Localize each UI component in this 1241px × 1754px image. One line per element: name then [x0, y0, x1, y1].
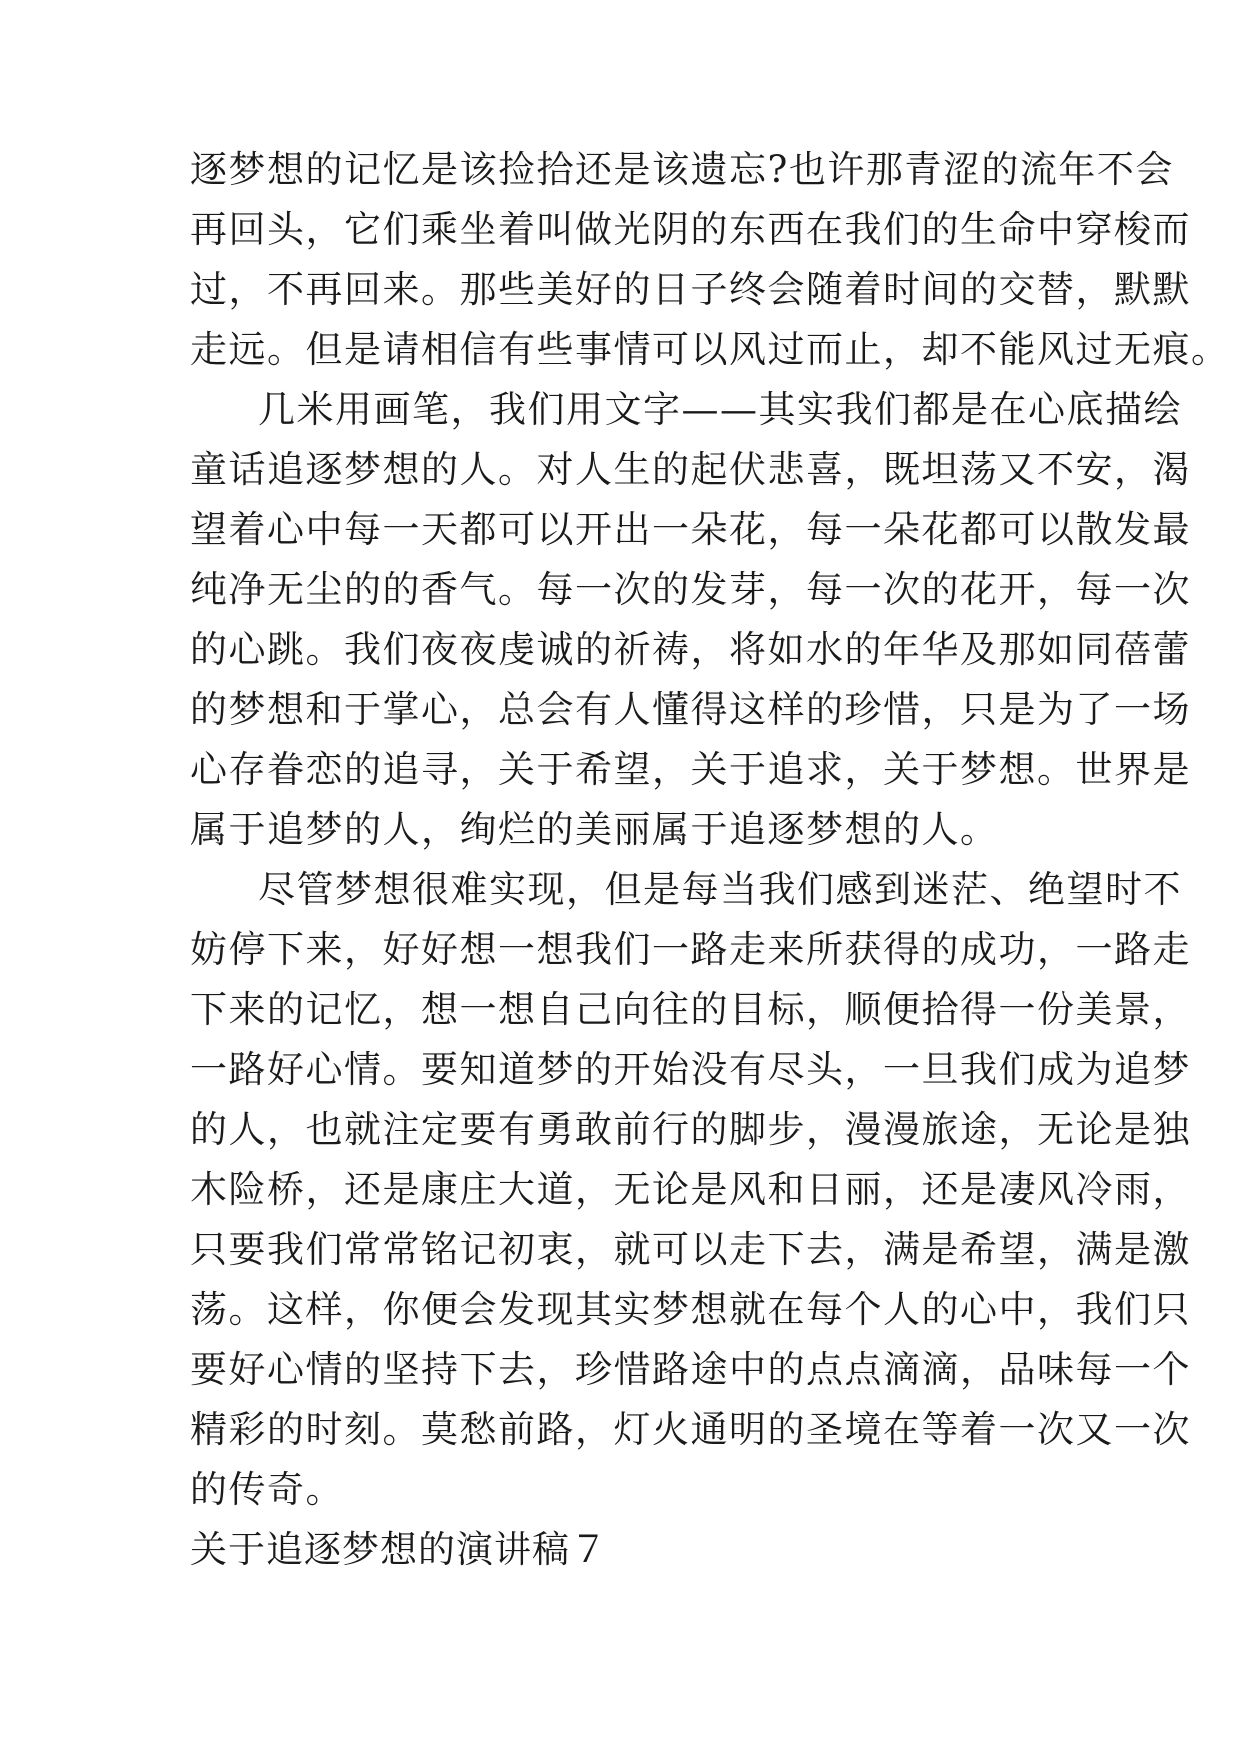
- paragraph-line: 要好心情的坚持下去，珍惜路途中的点点滴滴，品味每一个: [190, 1348, 1191, 1391]
- paragraph-line: 妨停下来，好好想一想我们一路走来所获得的成功，一路走: [190, 928, 1191, 971]
- paragraph-line: 的人，也就注定要有勇敢前行的脚步，漫漫旅途，无论是独: [190, 1108, 1191, 1151]
- paragraph-line: 只要我们常常铭记初衷，就可以走下去，满是希望，满是激: [190, 1228, 1191, 1271]
- paragraph-line: 纯净无尘的的香气。每一次的发芽，每一次的花开，每一次: [190, 568, 1191, 611]
- paragraph-first-line: 尽管梦想很难实现，但是每当我们感到迷茫、绝望时不: [258, 868, 1182, 911]
- paragraph-line: 望着心中每一天都可以开出一朵花，每一朵花都可以散发最: [190, 508, 1191, 551]
- paragraph-line: 过，不再回来。那些美好的日子终会随着时间的交替，默默: [190, 268, 1191, 311]
- paragraph-line: 再回头，它们乘坐着叫做光阴的东西在我们的生命中穿梭而: [190, 208, 1191, 251]
- paragraph-line: 走远。但是请相信有些事情可以风过而止，却不能风过无痕。: [190, 328, 1230, 371]
- paragraph-first-line: 几米用画笔，我们用文字——其实我们都是在心底描绘: [258, 388, 1182, 431]
- paragraph-line: 木险桥，还是康庄大道，无论是风和日丽，还是凄风冷雨，: [190, 1168, 1191, 1211]
- paragraph-line: 的心跳。我们夜夜虔诚的祈祷，将如水的年华及那如同蓓蕾: [190, 628, 1191, 671]
- paragraph-line: 童话追逐梦想的人。对人生的起伏悲喜，既坦荡又不安，渴: [190, 448, 1191, 491]
- paragraph-line: 的梦想和于掌心，总会有人懂得这样的珍惜，只是为了一场: [190, 688, 1191, 731]
- paragraph-line: 心存眷恋的追寻，关于希望，关于追求，关于梦想。世界是: [190, 748, 1191, 791]
- paragraph-line: 下来的记忆，想一想自己向往的目标，顺便拾得一份美景，: [190, 988, 1191, 1031]
- paragraph-line: 荡。这样，你便会发现其实梦想就在每个人的心中，我们只: [190, 1288, 1191, 1331]
- paragraph-line: 的传奇。: [190, 1468, 344, 1511]
- paragraph-line: 属于追梦的人，绚烂的美丽属于追逐梦想的人。: [190, 808, 999, 851]
- paragraph-line: 精彩的时刻。莫愁前路，灯火通明的圣境在等着一次又一次: [190, 1408, 1191, 1451]
- paragraph-line: 逐梦想的记忆是该捡拾还是该遗忘?也许那青涩的流年不会: [190, 148, 1174, 191]
- section-heading: 关于追逐梦想的演讲稿７: [190, 1528, 608, 1571]
- paragraph-line: 一路好心情。要知道梦的开始没有尽头，一旦我们成为追梦: [190, 1048, 1191, 1091]
